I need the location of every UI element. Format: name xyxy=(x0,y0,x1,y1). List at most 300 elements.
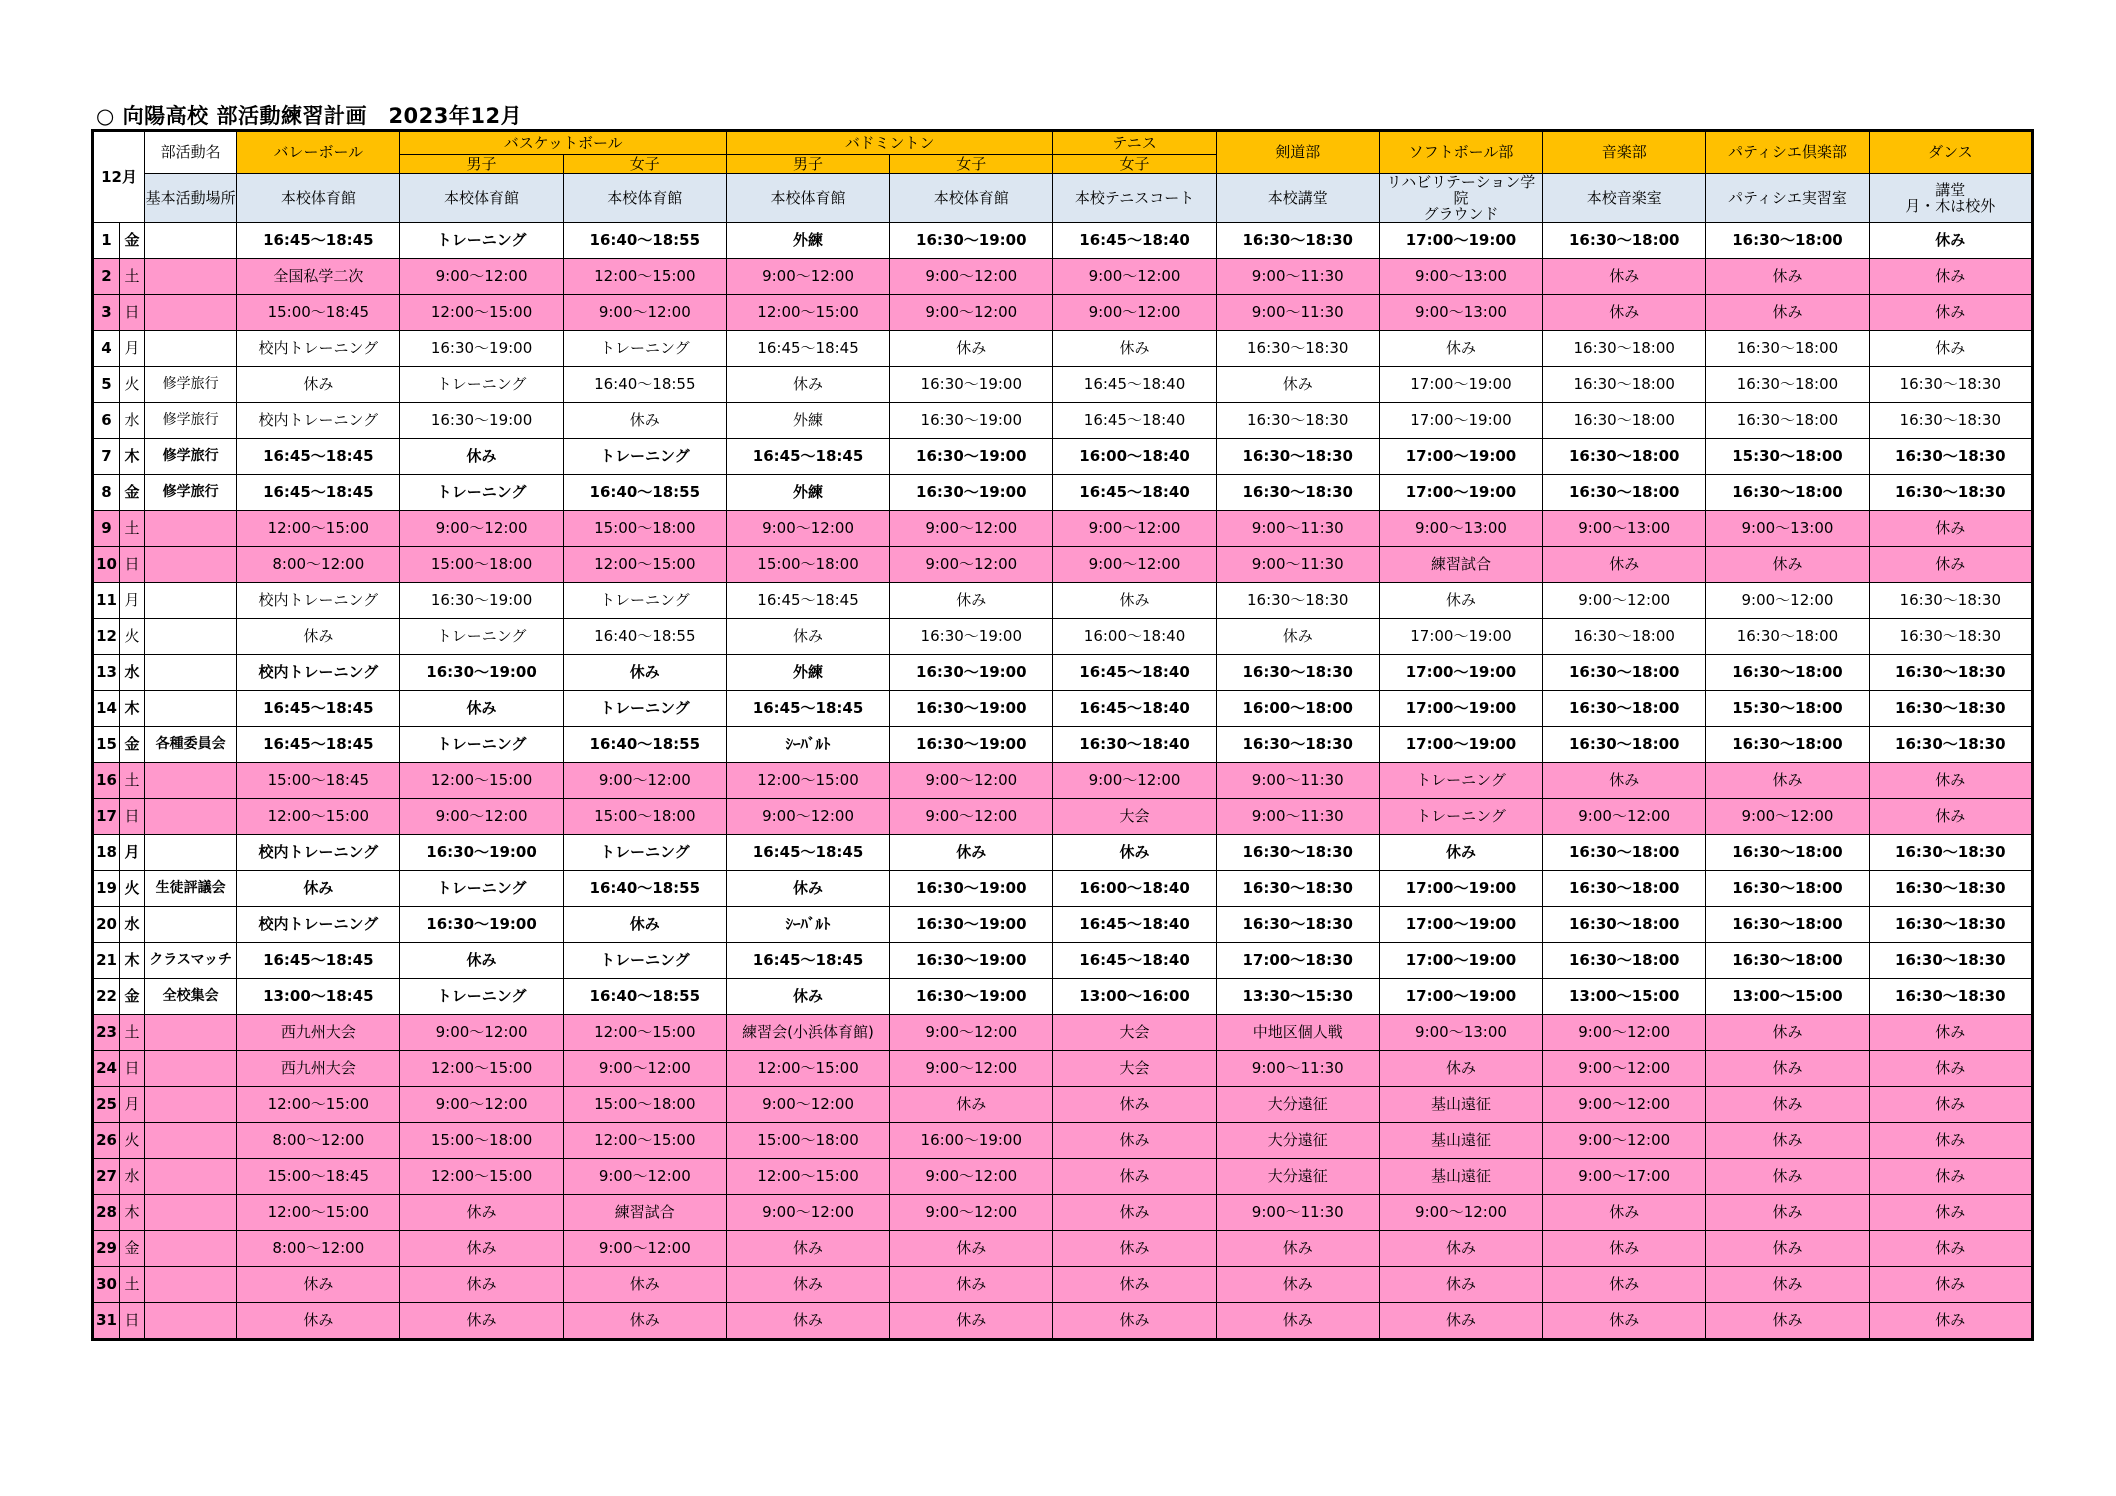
base-place-label: 基本活動場所 xyxy=(145,174,237,223)
club-header: 音楽部 xyxy=(1543,131,1706,174)
schedule-cell: 16:30～18:30 xyxy=(1216,835,1379,871)
schedule-cell: 16:45～18:45 xyxy=(726,439,889,475)
schedule-cell: 校内トレーニング xyxy=(237,331,400,367)
schedule-cell: 9:00～11:30 xyxy=(1216,259,1379,295)
schedule-cell: 練習会(小浜体育館) xyxy=(726,1015,889,1051)
month-label: 12月 xyxy=(93,131,145,223)
schedule-cell: 休み xyxy=(890,331,1053,367)
base-place: 本校音楽室 xyxy=(1543,174,1706,223)
schedule-cell: 休み xyxy=(237,871,400,907)
weekday: 土 xyxy=(120,1267,145,1303)
club-subgroup: 男子 xyxy=(726,155,889,174)
schedule-cell: 9:00～12:00 xyxy=(1053,259,1216,295)
schedule-cell: 休み xyxy=(1706,1159,1869,1195)
weekday: 月 xyxy=(120,331,145,367)
schedule-cell: 16:30～18:30 xyxy=(1869,583,2032,619)
schedule-cell: 17:00～19:00 xyxy=(1379,655,1542,691)
schedule-cell: 16:45～18:40 xyxy=(1053,655,1216,691)
table-row xyxy=(93,1303,2033,1340)
schedule-cell: 休み xyxy=(890,835,1053,871)
schedule-cell: 休み xyxy=(1869,1303,2032,1340)
schedule-cell: 休み xyxy=(1379,1051,1542,1087)
schedule-cell: 9:00～12:00 xyxy=(1543,799,1706,835)
schedule-cell: 休み xyxy=(563,907,726,943)
schedule-cell: 休み xyxy=(400,1267,563,1303)
schedule-cell: 休み xyxy=(1869,1051,2032,1087)
schedule-cell: 16:30～18:30 xyxy=(1216,583,1379,619)
table-row xyxy=(93,943,2033,979)
schedule-cell: 16:00～18:40 xyxy=(1053,439,1216,475)
schedule-cell: 9:00～12:00 xyxy=(563,1231,726,1267)
schedule-cell: 16:30～18:00 xyxy=(1706,655,1869,691)
schedule-cell: 16:30～18:30 xyxy=(1869,367,2032,403)
day-number: 18 xyxy=(93,835,120,871)
schedule-cell: 休み xyxy=(1216,1231,1379,1267)
school-event xyxy=(145,547,237,583)
schedule-cell: 17:00～19:00 xyxy=(1379,619,1542,655)
schedule-cell: 16:30～18:00 xyxy=(1706,619,1869,655)
table-row xyxy=(93,583,2033,619)
schedule-cell: 16:45～18:45 xyxy=(726,835,889,871)
schedule-cell: 西九州大会 xyxy=(237,1051,400,1087)
schedule-cell: 休み xyxy=(890,1267,1053,1303)
weekday: 月 xyxy=(120,1087,145,1123)
table-row xyxy=(93,439,2033,475)
schedule-cell: 休み xyxy=(1216,1267,1379,1303)
schedule-cell: 17:00～19:00 xyxy=(1379,871,1542,907)
schedule-cell: 16:30～18:00 xyxy=(1543,223,1706,259)
schedule-cell: 休み xyxy=(1869,1087,2032,1123)
schedule-cell: 16:30～18:30 xyxy=(1869,691,2032,727)
day-number: 15 xyxy=(93,727,120,763)
schedule-cell: 16:30～19:00 xyxy=(890,691,1053,727)
schedule-cell: 休み xyxy=(1869,763,2032,799)
schedule-cell: 練習試合 xyxy=(1379,547,1542,583)
schedule-cell: 16:30～18:30 xyxy=(1869,871,2032,907)
schedule-cell: 16:00～18:00 xyxy=(1216,691,1379,727)
table-row xyxy=(93,1051,2033,1087)
schedule-cell: 16:30～18:30 xyxy=(1216,439,1379,475)
schedule-cell: 9:00～12:00 xyxy=(726,1087,889,1123)
schedule-cell: 休み xyxy=(1053,1267,1216,1303)
schedule-cell: 15:00～18:45 xyxy=(237,763,400,799)
schedule-cell: 16:30～19:00 xyxy=(890,223,1053,259)
table-row xyxy=(93,835,2033,871)
table-row xyxy=(93,367,2033,403)
schedule-cell: 16:30～19:00 xyxy=(890,439,1053,475)
schedule-cell: 練習試合 xyxy=(563,1195,726,1231)
schedule-cell: 9:00～12:00 xyxy=(1543,1015,1706,1051)
schedule-cell: 校内トレーニング xyxy=(237,583,400,619)
day-number: 29 xyxy=(93,1231,120,1267)
school-event: 全校集会 xyxy=(145,979,237,1015)
schedule-cell: 16:30～18:00 xyxy=(1543,907,1706,943)
schedule-cell: トレーニング xyxy=(563,583,726,619)
schedule-cell: 16:30～19:00 xyxy=(400,835,563,871)
schedule-cell: 9:00～12:00 xyxy=(726,799,889,835)
schedule-cell: 休み xyxy=(1379,835,1542,871)
schedule-cell: 16:30～19:00 xyxy=(890,907,1053,943)
schedule-cell: 16:40～18:55 xyxy=(563,367,726,403)
schedule-cell: 16:30～19:00 xyxy=(890,979,1053,1015)
schedule-cell: 16:40～18:55 xyxy=(563,727,726,763)
schedule-cell: 休み xyxy=(237,619,400,655)
day-number: 25 xyxy=(93,1087,120,1123)
school-event xyxy=(145,295,237,331)
schedule-cell: 9:00～13:00 xyxy=(1379,1015,1542,1051)
weekday: 月 xyxy=(120,583,145,619)
school-event xyxy=(145,1231,237,1267)
schedule-cell: 16:45～18:40 xyxy=(1053,907,1216,943)
schedule-cell: トレーニング xyxy=(400,871,563,907)
schedule-cell: 9:00～13:00 xyxy=(1543,511,1706,547)
schedule-cell: 17:00～19:00 xyxy=(1379,475,1542,511)
weekday: 木 xyxy=(120,691,145,727)
schedule-cell: 16:30～18:30 xyxy=(1869,439,2032,475)
schedule-cell: 休み xyxy=(563,403,726,439)
schedule-cell: 16:30～18:00 xyxy=(1543,655,1706,691)
schedule-cell: 16:40～18:55 xyxy=(563,619,726,655)
weekday: 月 xyxy=(120,835,145,871)
school-event xyxy=(145,619,237,655)
schedule-cell: ｼｰﾊﾞﾙﾄ xyxy=(726,907,889,943)
table-row xyxy=(93,691,2033,727)
school-event xyxy=(145,583,237,619)
table-row xyxy=(93,1267,2033,1303)
practice-schedule-table xyxy=(91,129,2034,1341)
schedule-cell: 16:30～18:30 xyxy=(1869,619,2032,655)
schedule-cell: 休み xyxy=(1706,1303,1869,1340)
schedule-cell: 基山遠征 xyxy=(1379,1123,1542,1159)
weekday: 金 xyxy=(120,727,145,763)
weekday: 火 xyxy=(120,871,145,907)
weekday: 土 xyxy=(120,511,145,547)
schedule-cell: 休み xyxy=(1869,1159,2032,1195)
schedule-cell: 9:00～11:30 xyxy=(1216,295,1379,331)
club-header: バレーボール xyxy=(237,131,400,174)
schedule-cell: トレーニング xyxy=(400,979,563,1015)
table-row xyxy=(93,259,2033,295)
weekday: 金 xyxy=(120,979,145,1015)
schedule-cell: 9:00～12:00 xyxy=(563,1051,726,1087)
schedule-cell: 15:00～18:00 xyxy=(563,1087,726,1123)
schedule-cell: 9:00～12:00 xyxy=(890,1195,1053,1231)
schedule-cell: 休み xyxy=(1869,331,2032,367)
schedule-cell: 休み xyxy=(1053,331,1216,367)
schedule-cell: 基山遠征 xyxy=(1379,1087,1542,1123)
schedule-cell: 休み xyxy=(890,1303,1053,1340)
school-event: 修学旅行 xyxy=(145,475,237,511)
schedule-cell: 9:00～12:00 xyxy=(890,1015,1053,1051)
schedule-cell: 外練 xyxy=(726,475,889,511)
schedule-cell: 休み xyxy=(1706,547,1869,583)
table-row xyxy=(93,1231,2033,1267)
schedule-cell: 15:00～18:45 xyxy=(237,295,400,331)
schedule-cell: トレーニング xyxy=(563,331,726,367)
weekday: 日 xyxy=(120,799,145,835)
schedule-cell: 9:00～12:00 xyxy=(726,259,889,295)
schedule-cell: 全国私学二次 xyxy=(237,259,400,295)
schedule-cell: 9:00～13:00 xyxy=(1706,511,1869,547)
schedule-cell: 12:00～15:00 xyxy=(726,1051,889,1087)
schedule-cell: 16:30～18:30 xyxy=(1216,403,1379,439)
weekday: 日 xyxy=(120,1303,145,1340)
schedule-cell: 16:45～18:45 xyxy=(726,583,889,619)
schedule-cell: 12:00～15:00 xyxy=(563,547,726,583)
weekday: 金 xyxy=(120,475,145,511)
day-number: 21 xyxy=(93,943,120,979)
schedule-cell: トレーニング xyxy=(400,367,563,403)
schedule-cell: 16:30～18:00 xyxy=(1543,619,1706,655)
schedule-cell: 12:00～15:00 xyxy=(237,799,400,835)
schedule-cell: 16:30～18:00 xyxy=(1706,835,1869,871)
school-event xyxy=(145,331,237,367)
schedule-cell: 休み xyxy=(1869,1195,2032,1231)
day-number: 13 xyxy=(93,655,120,691)
schedule-cell: 16:30～19:00 xyxy=(890,475,1053,511)
schedule-cell: 16:30～18:00 xyxy=(1543,403,1706,439)
schedule-cell: 16:30～19:00 xyxy=(400,583,563,619)
day-number: 10 xyxy=(93,547,120,583)
schedule-cell: 9:00～12:00 xyxy=(400,799,563,835)
schedule-cell: 16:30～18:00 xyxy=(1706,871,1869,907)
schedule-cell: 16:45～18:45 xyxy=(237,439,400,475)
table-row xyxy=(93,511,2033,547)
base-place: 本校体育館 xyxy=(400,174,563,223)
schedule-cell: 大分遠征 xyxy=(1216,1087,1379,1123)
schedule-cell: 休み xyxy=(1706,1051,1869,1087)
schedule-cell: 休み xyxy=(400,943,563,979)
weekday: 水 xyxy=(120,907,145,943)
schedule-cell: 16:30～18:30 xyxy=(1216,223,1379,259)
weekday: 木 xyxy=(120,1195,145,1231)
club-subgroup: 女子 xyxy=(1053,155,1216,174)
schedule-cell: 9:00～12:00 xyxy=(890,763,1053,799)
schedule-cell: 16:45～18:45 xyxy=(237,223,400,259)
club-header: パティシエ倶楽部 xyxy=(1706,131,1869,174)
table-row xyxy=(93,619,2033,655)
schedule-cell: 休み xyxy=(237,1303,400,1340)
schedule-cell: 休み xyxy=(1706,295,1869,331)
schedule-cell: 15:00～18:45 xyxy=(237,1159,400,1195)
schedule-cell: 休み xyxy=(1053,1087,1216,1123)
schedule-cell: 9:00～12:00 xyxy=(726,511,889,547)
day-number: 2 xyxy=(93,259,120,295)
schedule-cell: 9:00～12:00 xyxy=(1053,547,1216,583)
schedule-cell: 休み xyxy=(726,979,889,1015)
schedule-cell: 15:30～18:00 xyxy=(1706,691,1869,727)
weekday: 日 xyxy=(120,295,145,331)
day-number: 23 xyxy=(93,1015,120,1051)
school-event: 生徒評議会 xyxy=(145,871,237,907)
schedule-cell: 休み xyxy=(563,1267,726,1303)
schedule-cell: 中地区個人戦 xyxy=(1216,1015,1379,1051)
schedule-cell: 9:00～12:00 xyxy=(563,295,726,331)
day-number: 3 xyxy=(93,295,120,331)
school-event xyxy=(145,1051,237,1087)
table-row xyxy=(93,727,2033,763)
table-row xyxy=(93,331,2033,367)
schedule-cell: 休み xyxy=(1869,799,2032,835)
schedule-cell: 休み xyxy=(1543,295,1706,331)
schedule-cell: 外練 xyxy=(726,655,889,691)
schedule-cell: 16:45～18:45 xyxy=(237,943,400,979)
table-row xyxy=(93,799,2033,835)
schedule-cell: 16:45～18:45 xyxy=(726,943,889,979)
day-number: 6 xyxy=(93,403,120,439)
schedule-cell: 休み xyxy=(1053,583,1216,619)
weekday: 水 xyxy=(120,403,145,439)
schedule-cell: 休み xyxy=(726,1231,889,1267)
schedule-cell: トレーニング xyxy=(563,691,726,727)
schedule-cell: 休み xyxy=(890,583,1053,619)
schedule-cell: 9:00～12:00 xyxy=(890,1051,1053,1087)
schedule-cell: 17:00～18:30 xyxy=(1216,943,1379,979)
schedule-cell: 9:00～13:00 xyxy=(1379,295,1542,331)
schedule-cell: 16:30～19:00 xyxy=(400,403,563,439)
schedule-cell: 休み xyxy=(563,1303,726,1340)
school-event xyxy=(145,907,237,943)
schedule-cell: 12:00～15:00 xyxy=(237,511,400,547)
schedule-cell: 休み xyxy=(890,1087,1053,1123)
schedule-cell: 休み xyxy=(1053,1231,1216,1267)
schedule-cell: 休み xyxy=(1869,259,2032,295)
table-row xyxy=(93,979,2033,1015)
day-number: 7 xyxy=(93,439,120,475)
schedule-cell: 9:00～12:00 xyxy=(1543,1051,1706,1087)
schedule-cell: 校内トレーニング xyxy=(237,655,400,691)
schedule-cell: 16:30～19:00 xyxy=(400,655,563,691)
schedule-cell: 12:00～15:00 xyxy=(563,259,726,295)
schedule-cell: 9:00～12:00 xyxy=(890,1159,1053,1195)
schedule-cell: 16:30～18:00 xyxy=(1543,475,1706,511)
school-event xyxy=(145,655,237,691)
day-number: 24 xyxy=(93,1051,120,1087)
schedule-cell: 9:00～11:30 xyxy=(1216,1195,1379,1231)
schedule-cell: トレーニング xyxy=(563,439,726,475)
schedule-cell: 9:00～12:00 xyxy=(890,547,1053,583)
schedule-cell: 9:00～12:00 xyxy=(1543,1087,1706,1123)
schedule-cell: 休み xyxy=(400,439,563,475)
school-event xyxy=(145,1159,237,1195)
weekday: 木 xyxy=(120,439,145,475)
schedule-cell: 休み xyxy=(1053,1303,1216,1340)
school-event xyxy=(145,1267,237,1303)
schedule-cell: 16:45～18:45 xyxy=(726,691,889,727)
schedule-cell: 休み xyxy=(1216,367,1379,403)
base-place: 本校テニスコート xyxy=(1053,174,1216,223)
schedule-cell: 休み xyxy=(1869,1123,2032,1159)
day-number: 28 xyxy=(93,1195,120,1231)
school-event xyxy=(145,1087,237,1123)
weekday: 火 xyxy=(120,367,145,403)
schedule-cell: 休み xyxy=(726,619,889,655)
schedule-cell: 12:00～15:00 xyxy=(726,1159,889,1195)
schedule-cell: 休み xyxy=(1869,511,2032,547)
schedule-cell: 休み xyxy=(237,1267,400,1303)
schedule-cell: 休み xyxy=(1543,1231,1706,1267)
schedule-cell: 休み xyxy=(1869,223,2032,259)
schedule-cell: 12:00～15:00 xyxy=(726,763,889,799)
schedule-cell: 16:30～18:30 xyxy=(1869,655,2032,691)
schedule-cell: 15:00～18:00 xyxy=(563,511,726,547)
schedule-cell: 休み xyxy=(400,691,563,727)
schedule-cell: 16:30～18:00 xyxy=(1543,367,1706,403)
schedule-cell: 休み xyxy=(1706,1267,1869,1303)
weekday: 日 xyxy=(120,547,145,583)
club-header: バスケットボール xyxy=(400,131,726,155)
schedule-cell: 16:30～18:30 xyxy=(1869,979,2032,1015)
club-header: ソフトボール部 xyxy=(1379,131,1542,174)
schedule-cell: 休み xyxy=(890,1231,1053,1267)
schedule-cell: トレーニング xyxy=(563,943,726,979)
schedule-cell: 休み xyxy=(1706,259,1869,295)
schedule-cell: 休み xyxy=(1543,259,1706,295)
schedule-cell: 休み xyxy=(1216,619,1379,655)
schedule-cell: トレーニング xyxy=(400,727,563,763)
schedule-cell: 校内トレーニング xyxy=(237,907,400,943)
day-number: 1 xyxy=(93,223,120,259)
schedule-cell: 16:30～18:00 xyxy=(1543,835,1706,871)
schedule-cell: 16:40～18:55 xyxy=(563,475,726,511)
weekday: 水 xyxy=(120,1159,145,1195)
schedule-cell: 休み xyxy=(1869,1015,2032,1051)
schedule-cell: 休み xyxy=(563,655,726,691)
day-number: 30 xyxy=(93,1267,120,1303)
schedule-cell: ｼｰﾊﾞﾙﾄ xyxy=(726,727,889,763)
schedule-cell: 9:00～12:00 xyxy=(890,511,1053,547)
table-row xyxy=(93,1087,2033,1123)
weekday: 水 xyxy=(120,655,145,691)
schedule-cell: 9:00～12:00 xyxy=(1706,799,1869,835)
schedule-cell: 9:00～11:30 xyxy=(1216,511,1379,547)
school-event xyxy=(145,691,237,727)
schedule-cell: 9:00～12:00 xyxy=(400,1087,563,1123)
schedule-cell: 17:00～19:00 xyxy=(1379,979,1542,1015)
schedule-cell: 13:00～15:00 xyxy=(1543,979,1706,1015)
schedule-cell: 休み xyxy=(1379,1303,1542,1340)
club-subgroup: 女子 xyxy=(890,155,1053,174)
table-row xyxy=(93,655,2033,691)
schedule-cell: 休み xyxy=(1543,1303,1706,1340)
table-row xyxy=(93,223,2033,259)
schedule-cell: 16:45～18:40 xyxy=(1053,223,1216,259)
schedule-cell: 9:00～12:00 xyxy=(890,259,1053,295)
schedule-cell: 休み xyxy=(1053,835,1216,871)
schedule-cell: 16:30～18:00 xyxy=(1543,871,1706,907)
schedule-cell: 16:30～18:30 xyxy=(1216,475,1379,511)
school-event xyxy=(145,1123,237,1159)
school-event xyxy=(145,223,237,259)
schedule-cell: 15:30～18:00 xyxy=(1706,439,1869,475)
schedule-cell: 16:30～19:00 xyxy=(890,727,1053,763)
schedule-cell: 16:30～18:30 xyxy=(1869,727,2032,763)
base-place: 講堂 月・木は校外 xyxy=(1869,174,2032,223)
schedule-cell: トレーニング xyxy=(400,223,563,259)
schedule-cell: 16:30～18:00 xyxy=(1706,331,1869,367)
schedule-cell: 休み xyxy=(1706,1123,1869,1159)
schedule-cell: 休み xyxy=(1543,1267,1706,1303)
base-place: 本校講堂 xyxy=(1216,174,1379,223)
schedule-cell: 校内トレーニング xyxy=(237,403,400,439)
base-place: 本校体育館 xyxy=(890,174,1053,223)
schedule-cell: 16:30～18:30 xyxy=(1869,475,2032,511)
schedule-cell: 休み xyxy=(1706,763,1869,799)
schedule-cell: 16:40～18:55 xyxy=(563,223,726,259)
schedule-cell: 16:30～19:00 xyxy=(400,331,563,367)
schedule-cell: 16:45～18:40 xyxy=(1053,475,1216,511)
schedule-cell: 9:00～12:00 xyxy=(1706,583,1869,619)
